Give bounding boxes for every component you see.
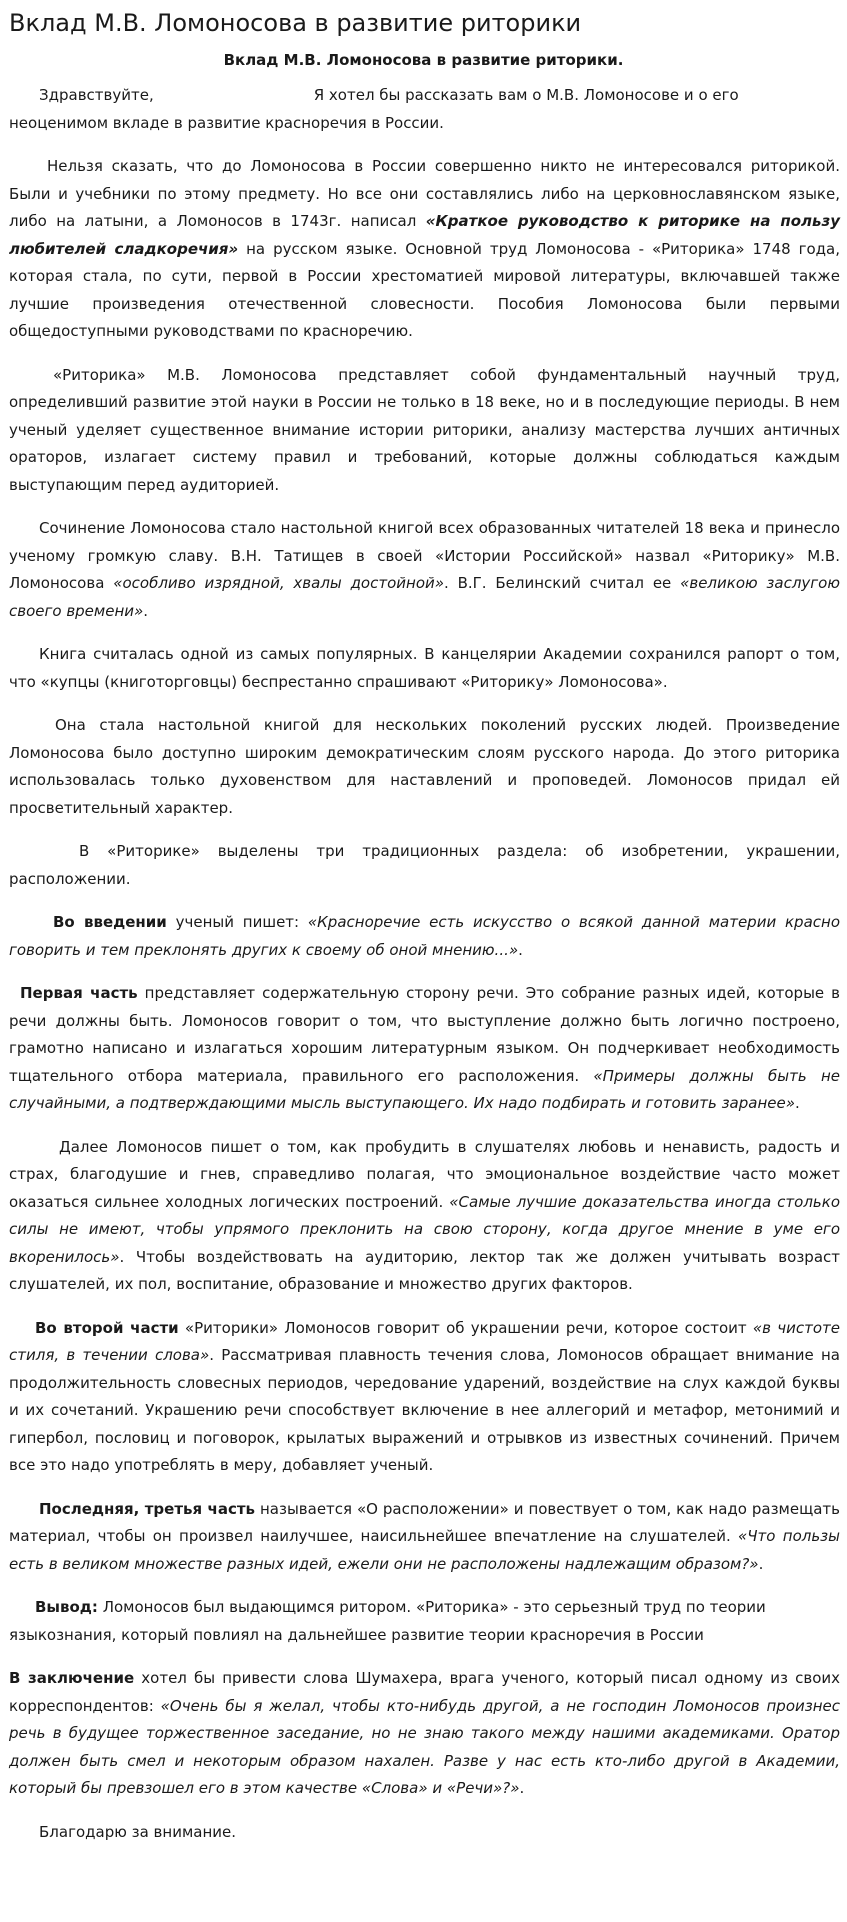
thanks-text: Благодарю за внимание. bbox=[39, 1822, 236, 1841]
generations-text: Она стала настольной книгой для нескольких поколений русских людей. Произведение Ломоносова было доступно широким демократическим слоям русского народа. До этого риторика использовалась только духовенством для наставлений и проповедей. Ломоносов придал ей просветительный характер. bbox=[9, 716, 840, 817]
part3-quote: «Что пользы есть в великом множестве разных идей, ежели они не расположены надлежащим образом?» bbox=[9, 1527, 840, 1573]
conclusion-heading: Вывод: bbox=[35, 1598, 98, 1616]
history-book-title: «Краткое руководство к риторике на пользу любителей сладкоречия» bbox=[9, 212, 840, 258]
paragraph-greeting bbox=[9, 82, 840, 137]
closing-heading: В заключение bbox=[9, 1669, 135, 1687]
paragraph-history bbox=[9, 153, 840, 346]
paragraph-conclusion bbox=[9, 1594, 840, 1649]
paragraph-thanks bbox=[9, 1819, 840, 1847]
paragraph-fame bbox=[9, 515, 840, 625]
paragraph-generations bbox=[9, 712, 840, 822]
closing-end: . bbox=[519, 1779, 525, 1797]
part3-end: . bbox=[758, 1554, 764, 1573]
intro-text: ученый пишет: bbox=[166, 913, 308, 931]
part2-text-1: «Риторики» Ломоносов говорит об украшении речи, которое состоит bbox=[178, 1318, 753, 1337]
part1-heading: Первая часть bbox=[20, 984, 138, 1002]
document-title: Вклад М.В. Ломоносова в развитие риторики bbox=[9, 9, 582, 37]
part1-end: . bbox=[794, 1094, 800, 1112]
intro-quote: «Красноречие есть искусство о всякой данной материи красно говорить и тем преклонять других к своему об оной мнению...» bbox=[9, 913, 840, 959]
fame-quote-belinsky: «великою заслугою своего времени» bbox=[9, 574, 840, 620]
greeting-hello: Здравствуйте, bbox=[39, 86, 154, 104]
history-text-1: Нельзя сказать, что до Ломоносова в России совершенно никто не интересовался риторикой. Были и учебники по этому предмету. Но все они составлялись либо на церковнославянском языке, либо на латыни, а Ломоносов в 1743г. написал bbox=[9, 157, 840, 230]
intro-end: . bbox=[518, 940, 523, 959]
part1-text: представляет содержательную сторону речи. Это собрание разных идей, которые в речи должны быть. Ломоносов говорит о том, что выступление должно быть логично построено, грамотно написано и излагаться хорошим литературным языком. Он подчеркивает необходимость тщательного отбора материала, правильного его расположения. bbox=[9, 984, 840, 1085]
part3-heading: Последняя, третья часть bbox=[39, 1499, 256, 1518]
closing-text: хотел бы привести слова Шумахера, врага ученого, который писал одному из своих корреспондентов: bbox=[9, 1669, 841, 1715]
emotion-text-1: Далее Ломоносов пишет о том, как пробудить в слушателях любовь и ненависть, радость и страх, благодушие и гнев, справедливо полагая, что эмоциональное воздействие часто может оказаться сильнее холодных логических построений. bbox=[9, 1137, 840, 1211]
paragraph-emotion bbox=[9, 1134, 840, 1299]
paragraph-intro bbox=[9, 909, 840, 964]
history-text-2: на русском языке. Основной труд Ломоносова - «Риторика» 1748 года, которая стала, по сути, первой в России хрестоматией мировой литературы, включавшей также лучшие произведения отечественной словесности. Пособия Ломоносова были первыми общедоступными руководствами по красноречию. bbox=[9, 239, 840, 340]
paragraph-part2 bbox=[9, 1315, 840, 1480]
intro-heading: Во введении bbox=[53, 913, 167, 931]
part3-text: называется «О расположении» и повествует о том, как надо размещать материал, чтобы он произвел наилучшее, наисильнейшее впечатление на слушателей. bbox=[9, 1499, 840, 1545]
part1-quote: «Примеры должны быть не случайными, а подтверждающими мысль выступающего. Их надо подбирать и готовить заранее» bbox=[9, 1066, 841, 1112]
popular-text: Книга считалась одной из самых популярных. В канцелярии Академии сохранился рапорт о том, что «купцы (книготорговцы) беспрестанно спрашивают «Риторику» Ломоносова». bbox=[9, 645, 840, 691]
paragraph-sections bbox=[9, 838, 840, 893]
paragraph-part1 bbox=[9, 980, 840, 1118]
document-subtitle: Вклад М.В. Ломоносова в развитие риторики. bbox=[223, 51, 624, 69]
fame-text-1: Сочинение Ломоносова стало настольной книгой всех образованных читателей 18 века и принесло ученому громкую славу. В.Н. Татищев в своей «Истории Российской» назвал «Риторику» М.В. Ломоносова bbox=[9, 519, 840, 592]
rhetoric-text: «Риторика» М.В. Ломоносова представляет собой фундаментальный научный труд, определивший развитие этой науки в России не только в 18 веке, но и в последующие периоды. В нем ученый уделяет существенное внимание истории риторики, анализу мастерства лучших античных ораторов, излагает систему правил и требований, которые должны соблюдаться каждым выступающим перед аудиторией. bbox=[9, 365, 840, 494]
paragraph-closing bbox=[9, 1665, 840, 1803]
emotion-quote: «Самые лучшие доказательства иногда столько силы не имеют, чтобы упрямого преклонить на свою сторону, когда другое мнение в уме его вкоренилось» bbox=[9, 1192, 841, 1266]
paragraph-rhetoric bbox=[9, 362, 840, 500]
fame-text-2: . В.Г. Белинский считал ее bbox=[444, 574, 681, 592]
part2-quote: «в чистоте стиля, в течении слова» bbox=[9, 1318, 840, 1364]
sections-text: В «Риторике» выделены три традиционных раздела: об изобретении, украшении, расположении. bbox=[9, 842, 840, 888]
fame-quote-tatishchev: «особливо изрядной, хвалы достойной» bbox=[113, 574, 445, 592]
paragraph-popular bbox=[9, 641, 840, 696]
closing-quote: «Очень бы я желал, чтобы кто-нибудь другой, а не господин Ломоносов произнес речь в будущее торжественное заседание, но не знаю такого между нашими академиками. Оратор должен быть смел и некоторым образом нахален. Разве у нас есть кто-либо другой в Академии, который бы превзошел его в этом качестве «Слова» и «Речи»?» bbox=[9, 1696, 841, 1797]
emotion-text-2: . Чтобы воздействовать на аудиторию, лектор так же должен учитывать возраст слушателей, их пол, воспитание, образование и множество других факторов. bbox=[9, 1247, 840, 1293]
paragraph-part3 bbox=[9, 1496, 840, 1579]
document-body bbox=[9, 82, 840, 1846]
conclusion-text: Ломоносов был выдающимся ритором. «Риторика» - это серьезный труд по теории языкознания, который повлиял на дальнейшее развитие теории красноречия в России bbox=[9, 1598, 766, 1644]
part2-heading: Во второй части bbox=[35, 1318, 179, 1337]
part2-text-2: . Рассматривая плавность течения слова, Ломоносов обращает внимание на продолжительность словесных периодов, чередование ударений, воздействие на слух каждой буквы и их сочетаний. Украшению речи способствует включение в нее аллегорий и метафор, метонимий и гипербол, пословиц и поговорок, крылатых выражений и отрывков из известных сочинений. Причем все это надо употреблять в меру, добавляет ученый. bbox=[9, 1346, 840, 1474]
greeting-text: Я хотел бы рассказать вам о М.В. Ломоносове и о его неоценимом вкладе в развитие красноречия в России. bbox=[9, 86, 739, 132]
fame-text-3: . bbox=[143, 601, 149, 620]
